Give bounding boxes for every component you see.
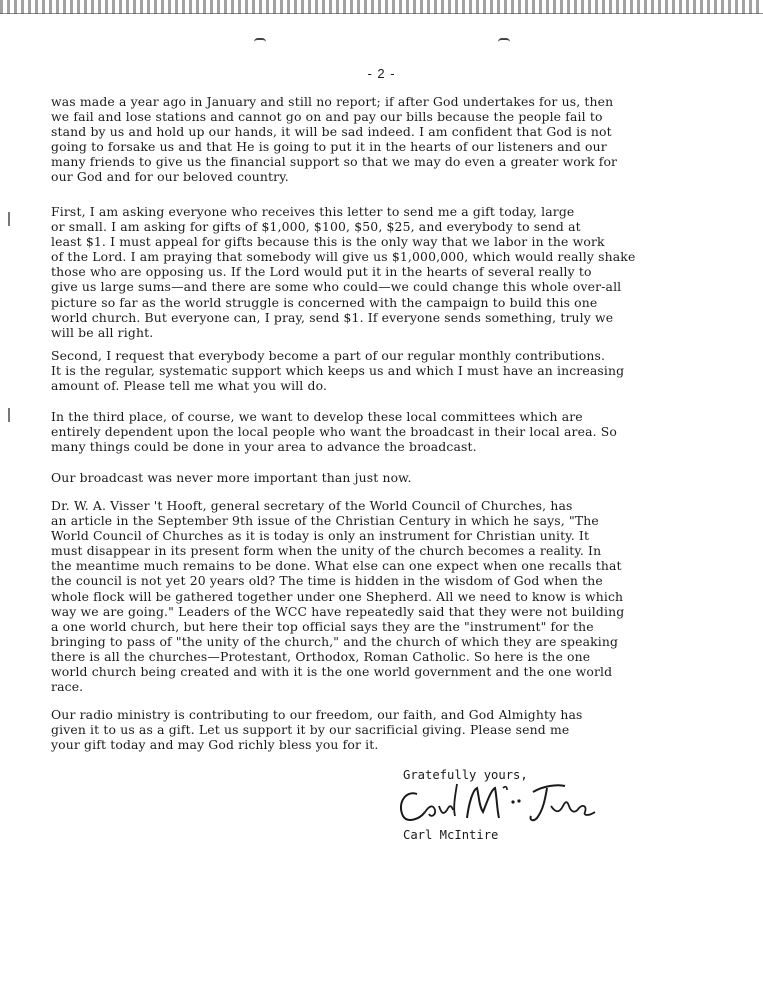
scan-mark [8,212,10,226]
paragraph-second-request: Second, I request that everybody become a part of our regular monthly contributions. It is the regular, systematic support which keeps us and which I must have an increasing amount of. Please tell me what you will do. [51,348,625,394]
scan-top-edge [0,0,763,14]
scan-mark [254,38,266,42]
closing-salutation: Gratefully yours, [403,768,528,782]
signature-drawing [395,776,605,830]
scan-mark [498,38,510,42]
paragraph-wcc-quote: Dr. W. A. Visser 't Hooft, general secretary of the World Council of Churches, has an article in the September 9th issue of the Christian Century in which he says, "The World Council of Churches as it is today is only an instrument for Christian unity. It must disappear in its present form when the unity of the church becomes a reality. In the meantime much remains to be done. What else can one expect when one recalls that the council is not yet 20 years old? The time is hidden in the wisdom of God when the whole flock will be gathered together under one Shepherd. All we need to know is which way we are going." Leaders of the WCC have repeatedly said that they were not building a one world church, but here their top official says they are the "instrument" for the bringing to pass of "the unity of the church," and the church of which they are speaking there is all the churches—Protestant, Orthodox, Roman Catholic. So here is the one world church being created and with it is the one world government and the one world race. [51,498,625,695]
paragraph-closing-appeal: Our radio ministry is contributing to our freedom, our faith, and God Almighty has given it to us as a gift. Let us support it by our sacrificial giving. Please send me your gift today and may God richly bless you for it. [51,707,583,753]
paragraph-broadcast-importance: Our broadcast was never more important than just now. [51,470,412,485]
paragraph-first-request: First, I am asking everyone who receives this letter to send me a gift today, large or small. I am asking for gifts of $1,000, $100, $50, $25, and everybody to send at least $1. I must appeal for gifts because this is the only way that we labor in the work of the Lord. I am praying that somebody will give us $1,000,000, which would really shake those who are opposing us. If the Lord would put it in the hearts of several really to give us large sums—and there are some who could—we could change this whole over-all picture so far as the world struggle is concerned with the campaign to build this one world church. But everyone can, I pray, send $1. If everyone sends something, truly we will be all right. [51,204,636,340]
signer-name: Carl McIntire [403,828,499,842]
paragraph-continuation: was made a year ago in January and still no report; if after God undertakes for us, then we fail and lose stations and cannot go on and pay our bills because the people fail to stand by us and hold up our hands, it will be sad indeed. I am confident that God is not going to forsake us and that He is going to put it in the hearts of our listeners and our many friends to give us the financial support so that we may do even a greater work for our God and for our beloved country. [51,94,618,185]
scan-mark [8,408,10,422]
handwritten-signature [395,776,605,830]
scan-top-rule [0,13,763,14]
page-number: - 2 - [367,66,396,81]
paragraph-third-request: In the third place, of course, we want to develop these local committees which are entirely dependent upon the local people who want the broadcast in their local area. So many things could be done in your area to advance the broadcast. [51,409,618,455]
